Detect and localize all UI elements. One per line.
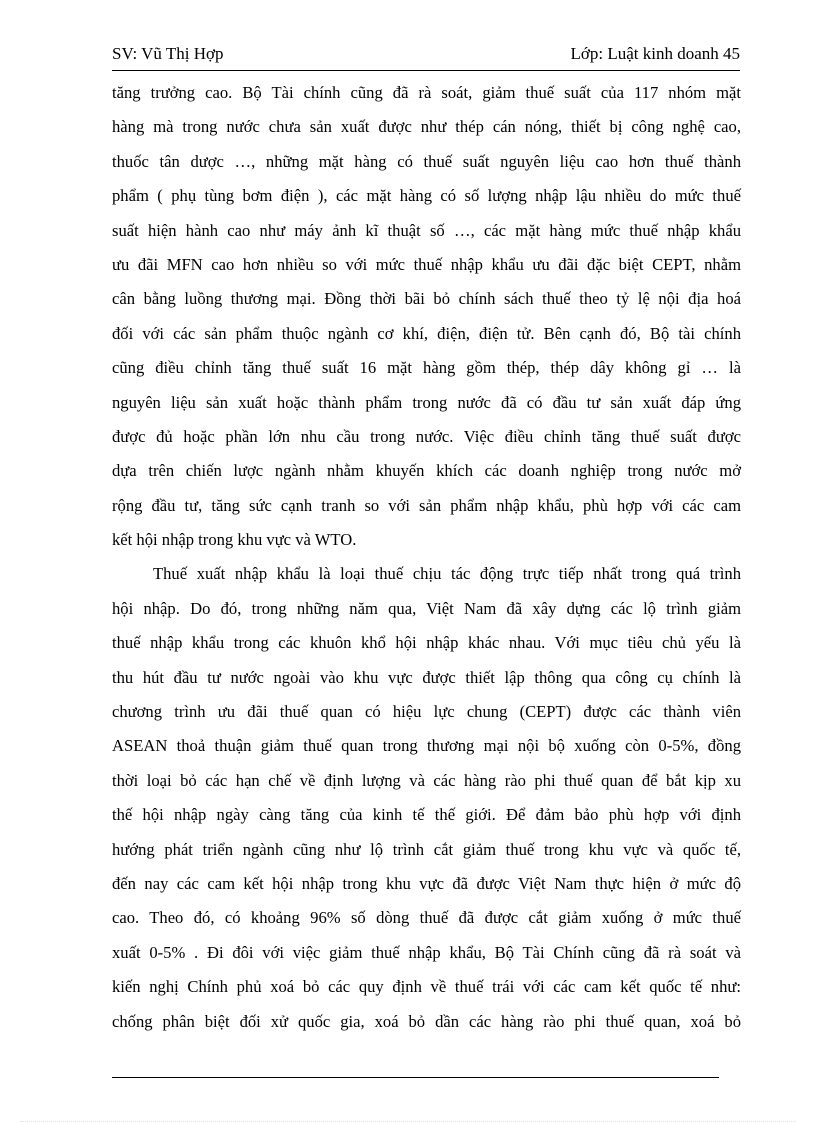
text-line: cân bằng luồng thương mại. Đồng thời bãi bỏ chính sách thuế theo tỷ lệ nội địa hoá xyxy=(112,289,741,309)
page-header xyxy=(112,42,740,71)
paragraph xyxy=(112,76,741,557)
paragraph xyxy=(112,557,741,1038)
text-line: đối với các sản phẩm thuộc ngành cơ khí, điện, điện tử. Bên cạnh đó, Bộ tài chính xyxy=(112,323,741,343)
document-body xyxy=(112,76,741,1039)
text-line: kiến nghị Chính phủ xoá bỏ các quy định về thuế trái với các cam kết quốc tế như: xyxy=(112,977,741,997)
text-line: thu hút đầu tư nước ngoài vào khu vực được thiết lập thông qua công cụ chính là xyxy=(112,667,741,687)
text-line: hướng phát triển ngành cũng như lộ trình cắt giảm thuế trong khu vực và quốc tế, xyxy=(112,839,741,859)
text-line: ưu đãi MFN cao hơn nhiều so với mức thuế nhập khẩu ưu đãi đặc biệt CEPT, nhằm xyxy=(112,254,741,274)
text-line: kết hội nhập trong khu vực và WTO. xyxy=(112,530,357,550)
text-line: chương trình ưu đãi thuế quan có hiệu lực chung (CEPT) được các thành viên xyxy=(112,702,741,722)
text-line: suất hiện hành cao như máy ảnh kĩ thuật số …, các mặt hàng mức thuế nhập khẩu xyxy=(112,220,741,240)
text-line: rộng đầu tư, tăng sức cạnh tranh so với sản phẩm nhập khẩu, phù hợp với các cam xyxy=(112,495,741,515)
text-line: hội nhập. Do đó, trong những năm qua, Việt Nam đã xây dựng các lộ trình giảm xyxy=(112,598,741,618)
text-line: thời loại bỏ các hạn chế về định lượng và các hàng rào phi thuế quan để bắt kịp xu xyxy=(112,770,741,790)
text-line: cũng điều chỉnh tăng thuế suất 16 mặt hàng gồm thép, thép dây không gỉ … là xyxy=(112,358,741,378)
text-line: đến nay các cam kết hội nhập trong khu vực đã được Việt Nam thực hiện ở mức độ xyxy=(112,873,741,893)
header-student-name: SV: Vũ Thị Hợp xyxy=(112,44,224,63)
page-bottom-edge xyxy=(20,1121,796,1122)
text-line: hàng mà trong nước chưa sản xuất được như thép cán nóng, thiết bị công nghệ cao, xyxy=(112,117,741,137)
text-line: chống phân biệt đối xử quốc gia, xoá bỏ dần các hàng rào phi thuế quan, xoá bỏ xyxy=(112,1011,741,1031)
text-line: thuốc tân dược …, những mặt hàng có thuế suất nguyên liệu cao hơn thuế thành xyxy=(112,151,741,171)
text-line: tăng trưởng cao. Bộ Tài chính cũng đã rà soát, giảm thuế suất của 117 nhóm mặt xyxy=(112,83,741,102)
text-line: thuế nhập khẩu trong các khuôn khổ hội nhập khác nhau. Với mục tiêu chủ yếu là xyxy=(112,633,741,653)
text-line: ASEAN thoả thuận giảm thuế quan trong thương mại nội bộ xuống còn 0-5%, đồng xyxy=(112,736,741,756)
text-line: xuất 0-5% . Đi đôi với việc giảm thuế nhập khẩu, Bộ Tài Chính cũng đã rà soát và xyxy=(112,942,741,962)
text-line: được đủ hoặc phần lớn nhu cầu trong nước. Việc điều chỉnh tăng thuế suất được xyxy=(112,426,741,446)
footer-divider xyxy=(112,1077,719,1078)
header-class-name: Lớp: Luật kinh doanh 45 xyxy=(570,44,740,63)
text-line: dựa trên chiến lược ngành nhằm khuyến khích các doanh nghiệp trong nước mở xyxy=(112,461,741,481)
text-line: cao. Theo đó, có khoảng 96% số dòng thuế đã được cắt giảm xuống ở mức thuế xyxy=(112,908,741,928)
text-line: Thuế xuất nhập khẩu là loại thuế chịu tác động trực tiếp nhất trong quá trình xyxy=(153,564,741,584)
text-line: phẩm ( phụ tùng bơm điện ), các mặt hàng có số lượng nhập lậu nhiều do mức thuế xyxy=(112,186,741,206)
text-line: thế hội nhập ngày càng tăng của kinh tế thế giới. Để đảm bảo phù hợp với định xyxy=(112,805,741,825)
text-line: nguyên liệu sản xuất hoặc thành phẩm trong nước đã có đầu tư sản xuất đáp ứng xyxy=(112,392,741,412)
